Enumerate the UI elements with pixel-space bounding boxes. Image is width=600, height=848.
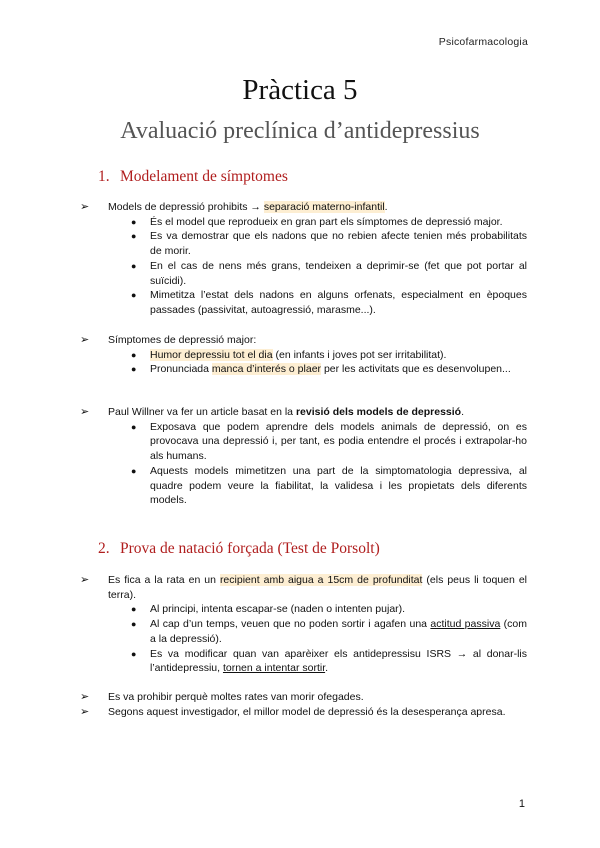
bold-text: revisió dels models de depressió — [295, 406, 462, 418]
bullet-icon: ● — [131, 604, 137, 615]
text: Es va demostrar que els nadons que no rebien afecte tenien més probabilitats de morir. — [150, 230, 527, 258]
highlight: manca d’interés o plaer — [211, 363, 322, 376]
page-number: 1 — [518, 798, 525, 810]
highlight: recipient amb aigua a 15cm de profunditat — [219, 574, 423, 586]
bullet-icon: ● — [131, 364, 137, 375]
paragraph-models-prohibits — [80, 200, 527, 318]
text: (els peus li toquen el terra). — [108, 574, 528, 601]
text: Al principi, intenta escapar-se (naden o intenten pujar). — [150, 603, 406, 616]
arrow-bullet-icon: ➢ — [80, 574, 90, 586]
list-item — [80, 362, 527, 377]
section-heading-1 — [98, 168, 288, 186]
text: Aquests models mimetitzen una part de la simptomatologia depressiva, al quadre podem veure la fiabilitat, la validesa i les propietats dels diferents models. — [150, 464, 527, 507]
paragraph-prohibit — [80, 690, 527, 719]
arrow-bullet-icon: ➢ — [80, 406, 90, 418]
text: Es va modificar quan van aparèixer els antidepressisu ISRS → al donar-lis l’antidepressiu, — [150, 647, 527, 675]
bullet-icon: ● — [131, 421, 137, 432]
section-title: Prova de natació forçada (Test de Porsolt) — [120, 540, 380, 557]
text: Símptomes de depressió major: — [108, 334, 257, 346]
text: Segons aquest investigador, el millor model de depressió és la desesperança apresa. — [108, 705, 506, 718]
arrow-bullet-icon: ➢ — [80, 334, 90, 346]
bullet-icon: ● — [131, 290, 137, 301]
section-number: 2. — [98, 540, 110, 557]
highlight: separació materno-infantil — [263, 201, 385, 213]
list-item — [80, 288, 527, 317]
page-subtitle: Avaluació preclínica d’antidepressius — [120, 118, 480, 144]
bullet-icon: ● — [131, 260, 137, 271]
text: Paul Willner va fer un article basat en la — [108, 406, 296, 418]
list-item — [80, 647, 527, 676]
text: En el cas de nens més grans, tendeixen a deprimir-se (fet que pot portar al suïcidi). — [150, 259, 527, 287]
list-item — [80, 617, 527, 646]
text: . — [384, 201, 388, 213]
text: Pronunciada — [150, 363, 212, 376]
text: Exposava que podem aprendre dels models animals de depressió, on es provocava una depressió i, per tant, es podia entendre el procés i extrapolar-ho als humans. — [150, 420, 527, 463]
running-header: Psicofarmacologia — [438, 36, 528, 48]
text: Es fica a la rata en un — [108, 574, 220, 586]
text: per les activitats que es desenvolupen... — [321, 363, 511, 376]
page-title: Pràctica 5 — [242, 74, 358, 106]
section-number: 1. — [98, 168, 110, 185]
text: Models de depressió prohibits → — [108, 201, 264, 213]
list-item — [80, 420, 527, 464]
bullet-icon: ● — [131, 648, 137, 659]
text: És el model que reprodueix en gran part els símptomes de depressió major. — [150, 215, 503, 228]
text: Mimetitza l’estat dels nadons en alguns orfenats, especialment en èpoques passades (passivitat, autoagressió, marasme...). — [150, 289, 527, 316]
bullet-icon: ● — [131, 216, 137, 227]
list-item — [80, 215, 527, 230]
text: (com a la depressió). — [150, 618, 527, 645]
arrow-bullet-icon: ➢ — [80, 691, 90, 703]
list-item — [80, 348, 527, 363]
underlined-text: tornen a intentar sortir — [222, 662, 326, 675]
arrow-bullet-icon: ➢ — [80, 201, 90, 213]
text: . — [461, 406, 465, 418]
text: . — [325, 662, 329, 675]
text: (en infants i joves pot ser irritabilitat). — [272, 348, 447, 361]
text: Al cap d’un temps, veuen que no poden sortir i agafen una — [150, 618, 431, 631]
list-item — [80, 602, 527, 617]
paragraph-willner — [80, 405, 527, 508]
section-title: Modelament de símptomes — [120, 168, 288, 185]
list-item — [80, 229, 527, 258]
text: Es va prohibir perquè moltes rates van morir ofegades. — [108, 691, 364, 703]
bullet-icon: ● — [131, 619, 137, 630]
paragraph-simptomes — [80, 333, 527, 377]
highlight: Humor depressiu tot el dia — [150, 348, 273, 361]
arrow-bullet-icon: ➢ — [80, 705, 90, 718]
underlined-text: actitud passiva — [430, 618, 501, 631]
list-item — [80, 259, 527, 288]
section-heading-2 — [98, 540, 380, 558]
bullet-icon: ● — [131, 349, 137, 360]
bullet-icon: ● — [131, 465, 137, 476]
list-item — [80, 464, 527, 508]
paragraph-rata — [80, 573, 527, 676]
bullet-icon: ● — [131, 231, 137, 242]
